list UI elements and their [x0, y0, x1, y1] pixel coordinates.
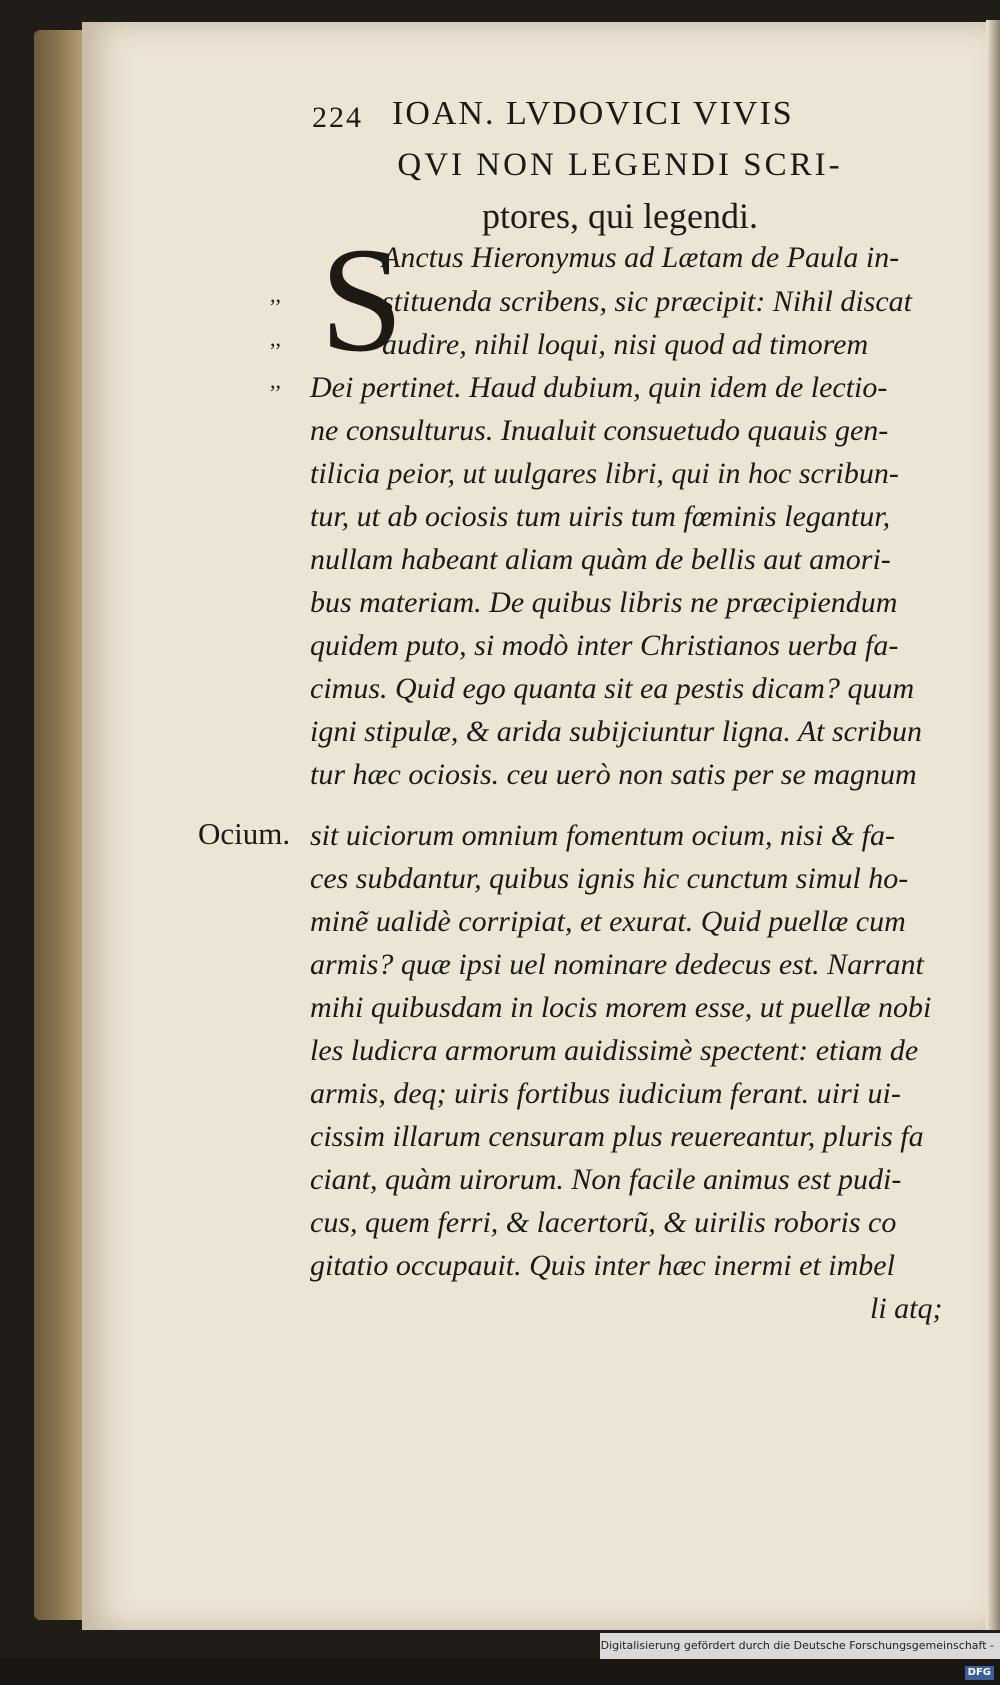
page-header [312, 95, 932, 139]
margin-quote-mark: ,, [270, 326, 281, 351]
margin-note: Ocium. [198, 816, 291, 851]
text-line: gitatio occupauit. Quis inter hæc inermi et imbel [310, 1249, 895, 1282]
text-line: li atq; [870, 1292, 943, 1325]
text-line: nullam habeant aliam quàm de bellis aut amori- [310, 543, 891, 576]
text-line: ciant, quàm uirorum. Non facile animus est pudi- [310, 1163, 902, 1196]
text-line: sit uiciorum omnium fomentum ocium, nisi & fa- [310, 819, 895, 852]
page-number: 224 [312, 101, 363, 134]
text-line: cus, quem ferri, & lacertorũ, & uirilis roboris co [310, 1206, 897, 1239]
text-line: bus materiam. De quibus libris ne præcipiendum [310, 586, 898, 619]
footer-credit: Digitalisierung gefördert durch die Deutsche Forschungsgemeinschaft - [600, 1639, 994, 1652]
margin-quote-mark: ,, [270, 368, 281, 393]
drop-capital: S [320, 217, 404, 383]
text-line: ces subdantur, quibus ignis hic cunctum simul ho- [310, 862, 909, 895]
text-line: armis, deq; uiris fortibus iudicium ferant. uiri ui- [310, 1077, 901, 1110]
text-line: Anctus Hieronymus ad Lætam de Paula in- [382, 241, 900, 274]
text-line: stituenda scribens, sic præcipit: Nihil discat [382, 285, 912, 318]
text-line: audire, nihil loqui, nisi quod ad timorem [382, 328, 869, 361]
text-line: tilicia peior, ut uulgares libri, qui in hoc scribun- [310, 457, 899, 490]
chapter-title-line-2: ptores, qui legendi. [482, 196, 758, 236]
text-line: igni stipulæ, & arida subijciuntur ligna. At scribun [310, 715, 922, 748]
chapter-title-line-1: QVI NON LEGENDI SCRI- [397, 147, 843, 183]
running-title: IOAN. LVDOVICI VIVIS [392, 95, 794, 132]
digitization-footer [600, 1633, 1000, 1678]
text-line: cimus. Quid ego quanta sit ea pestis dicam? quum [310, 672, 915, 705]
text-line: tur, ut ab ociosis tum uiris tum fœminis legantur, [310, 500, 891, 533]
margin-quote-mark: ,, [270, 282, 281, 307]
text-line: quidem puto, si modò inter Christianos uerba fa- [310, 629, 899, 662]
text-line: ne consulturus. Inualuit consuetudo quauis gen- [310, 414, 889, 447]
text-line: mihi quibusdam in locis morem esse, ut puellæ nobi [310, 991, 932, 1024]
text-line: Dei pertinet. Haud dubium, quin idem de lectio- [310, 371, 888, 404]
facing-page-edge [986, 20, 1000, 1630]
text-line: les ludicra armorum auidissimè spectent: etiam de [310, 1034, 919, 1067]
dfg-logo: DFG [965, 1666, 994, 1680]
text-line: cissim illarum censuram plus reuereantur, pluris fa [310, 1120, 924, 1153]
text-line: armis? quæ ipsi uel nominare dedecus est. Narrant [310, 948, 924, 981]
text-line: minẽ ualidè corripiat, et exurat. Quid puellæ cum [310, 905, 906, 938]
text-line: tur hæc ociosis. ceu uerò non satis per se magnum [310, 758, 917, 791]
